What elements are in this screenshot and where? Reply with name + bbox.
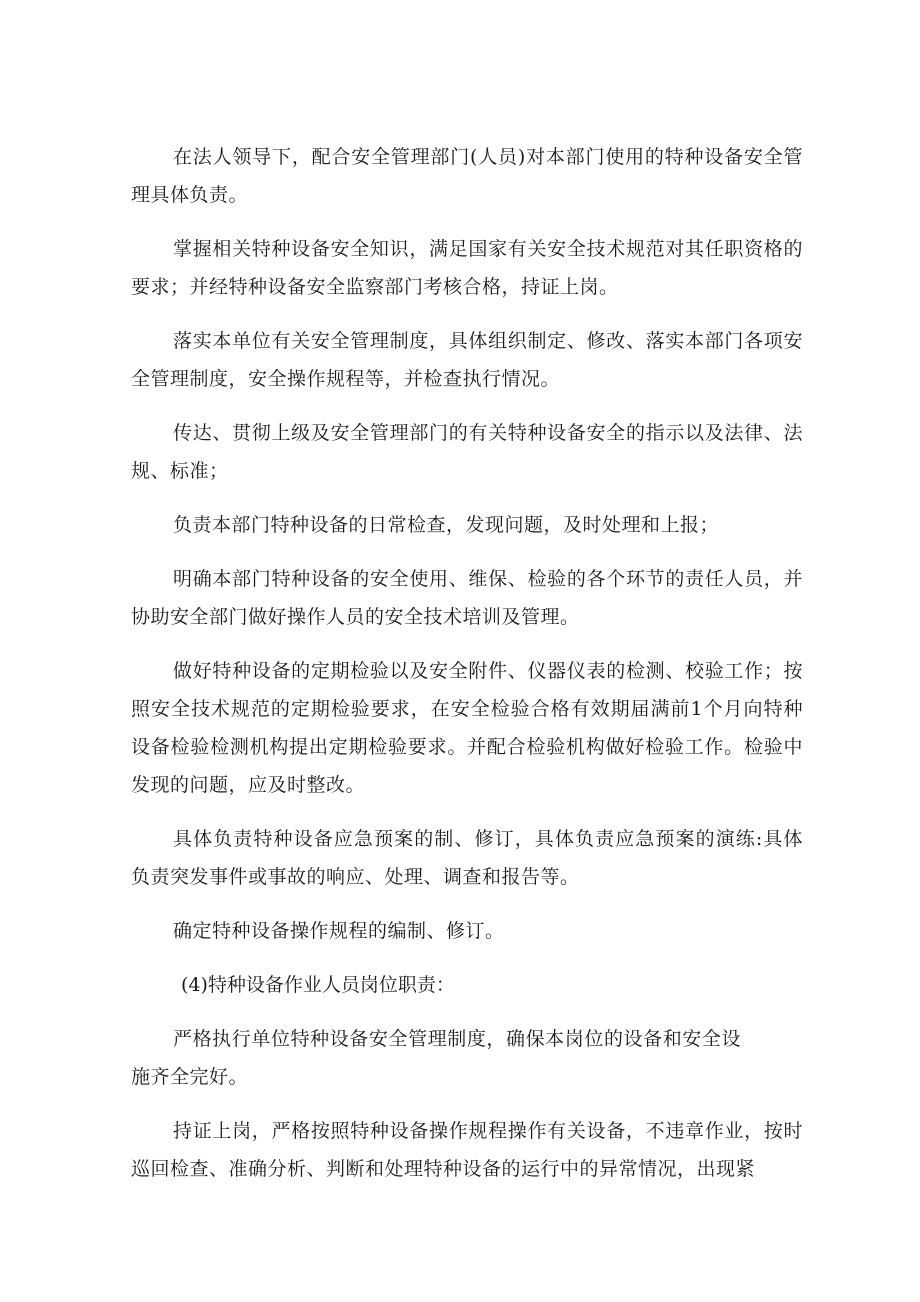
paragraph: 做好特种设备的定期检验以及安全附件、仪器仪表的检测、校验工作；按照安全技术规范的定期检验要求，在安全检验合格有效期届满前1个月向特种设备检验检测机构提出定期检验要求。并配合检验机构做好检验工作。检验中发现的问题，应及时整改。 — [131, 660, 803, 796]
paragraph: 落实本单位有关安全管理制度，具体组织制定、修改、落实本部门各项安全管理制度，安全操作规程等，并检查执行情况。 — [131, 330, 803, 390]
paragraph: 明确本部门特种设备的安全使用、维保、检验的各个环节的责任人员，并协助安全部门做好操作人员的安全技术培训及管理。 — [131, 568, 803, 628]
section-heading: (4)特种设备作业人员岗位职责： — [181, 974, 455, 996]
paragraph: 掌握相关特种设备安全知识，满足国家有关安全技术规范对其任职资格的要求；并经特种设备安全监察部门考核合格，持证上岗。 — [131, 238, 803, 298]
paragraph: 严格执行单位特种设备安全管理制度，确保本岗位的设备和安全设施齐全完好。 — [131, 1028, 741, 1088]
document-body — [131, 138, 803, 1188]
paragraph: 传达、贯彻上级及安全管理部门的有关特种设备安全的指示以及法律、法规、标准； — [131, 422, 803, 482]
paragraph: 具体负责特种设备应急预案的制、修订，具体负责应急预案的演练:具体负责突发事件或事故的响应、处理、调查和报告等。 — [131, 828, 803, 888]
paragraph: 持证上岗，严格按照特种设备操作规程操作有关设备，不违章作业，按时巡回检查、准确分析、判断和处理特种设备的运行中的异常情况，出现紧 — [131, 1120, 803, 1180]
paragraph: 确定特种设备操作规程的编制、修订。 — [173, 920, 505, 942]
paragraph: 在法人领导下，配合安全管理部门(人员)对本部门使用的特种设备安全管理具体负责。 — [131, 146, 803, 206]
paragraph: 负责本部门特种设备的日常检查，发现问题，及时处理和上报； — [173, 514, 720, 536]
